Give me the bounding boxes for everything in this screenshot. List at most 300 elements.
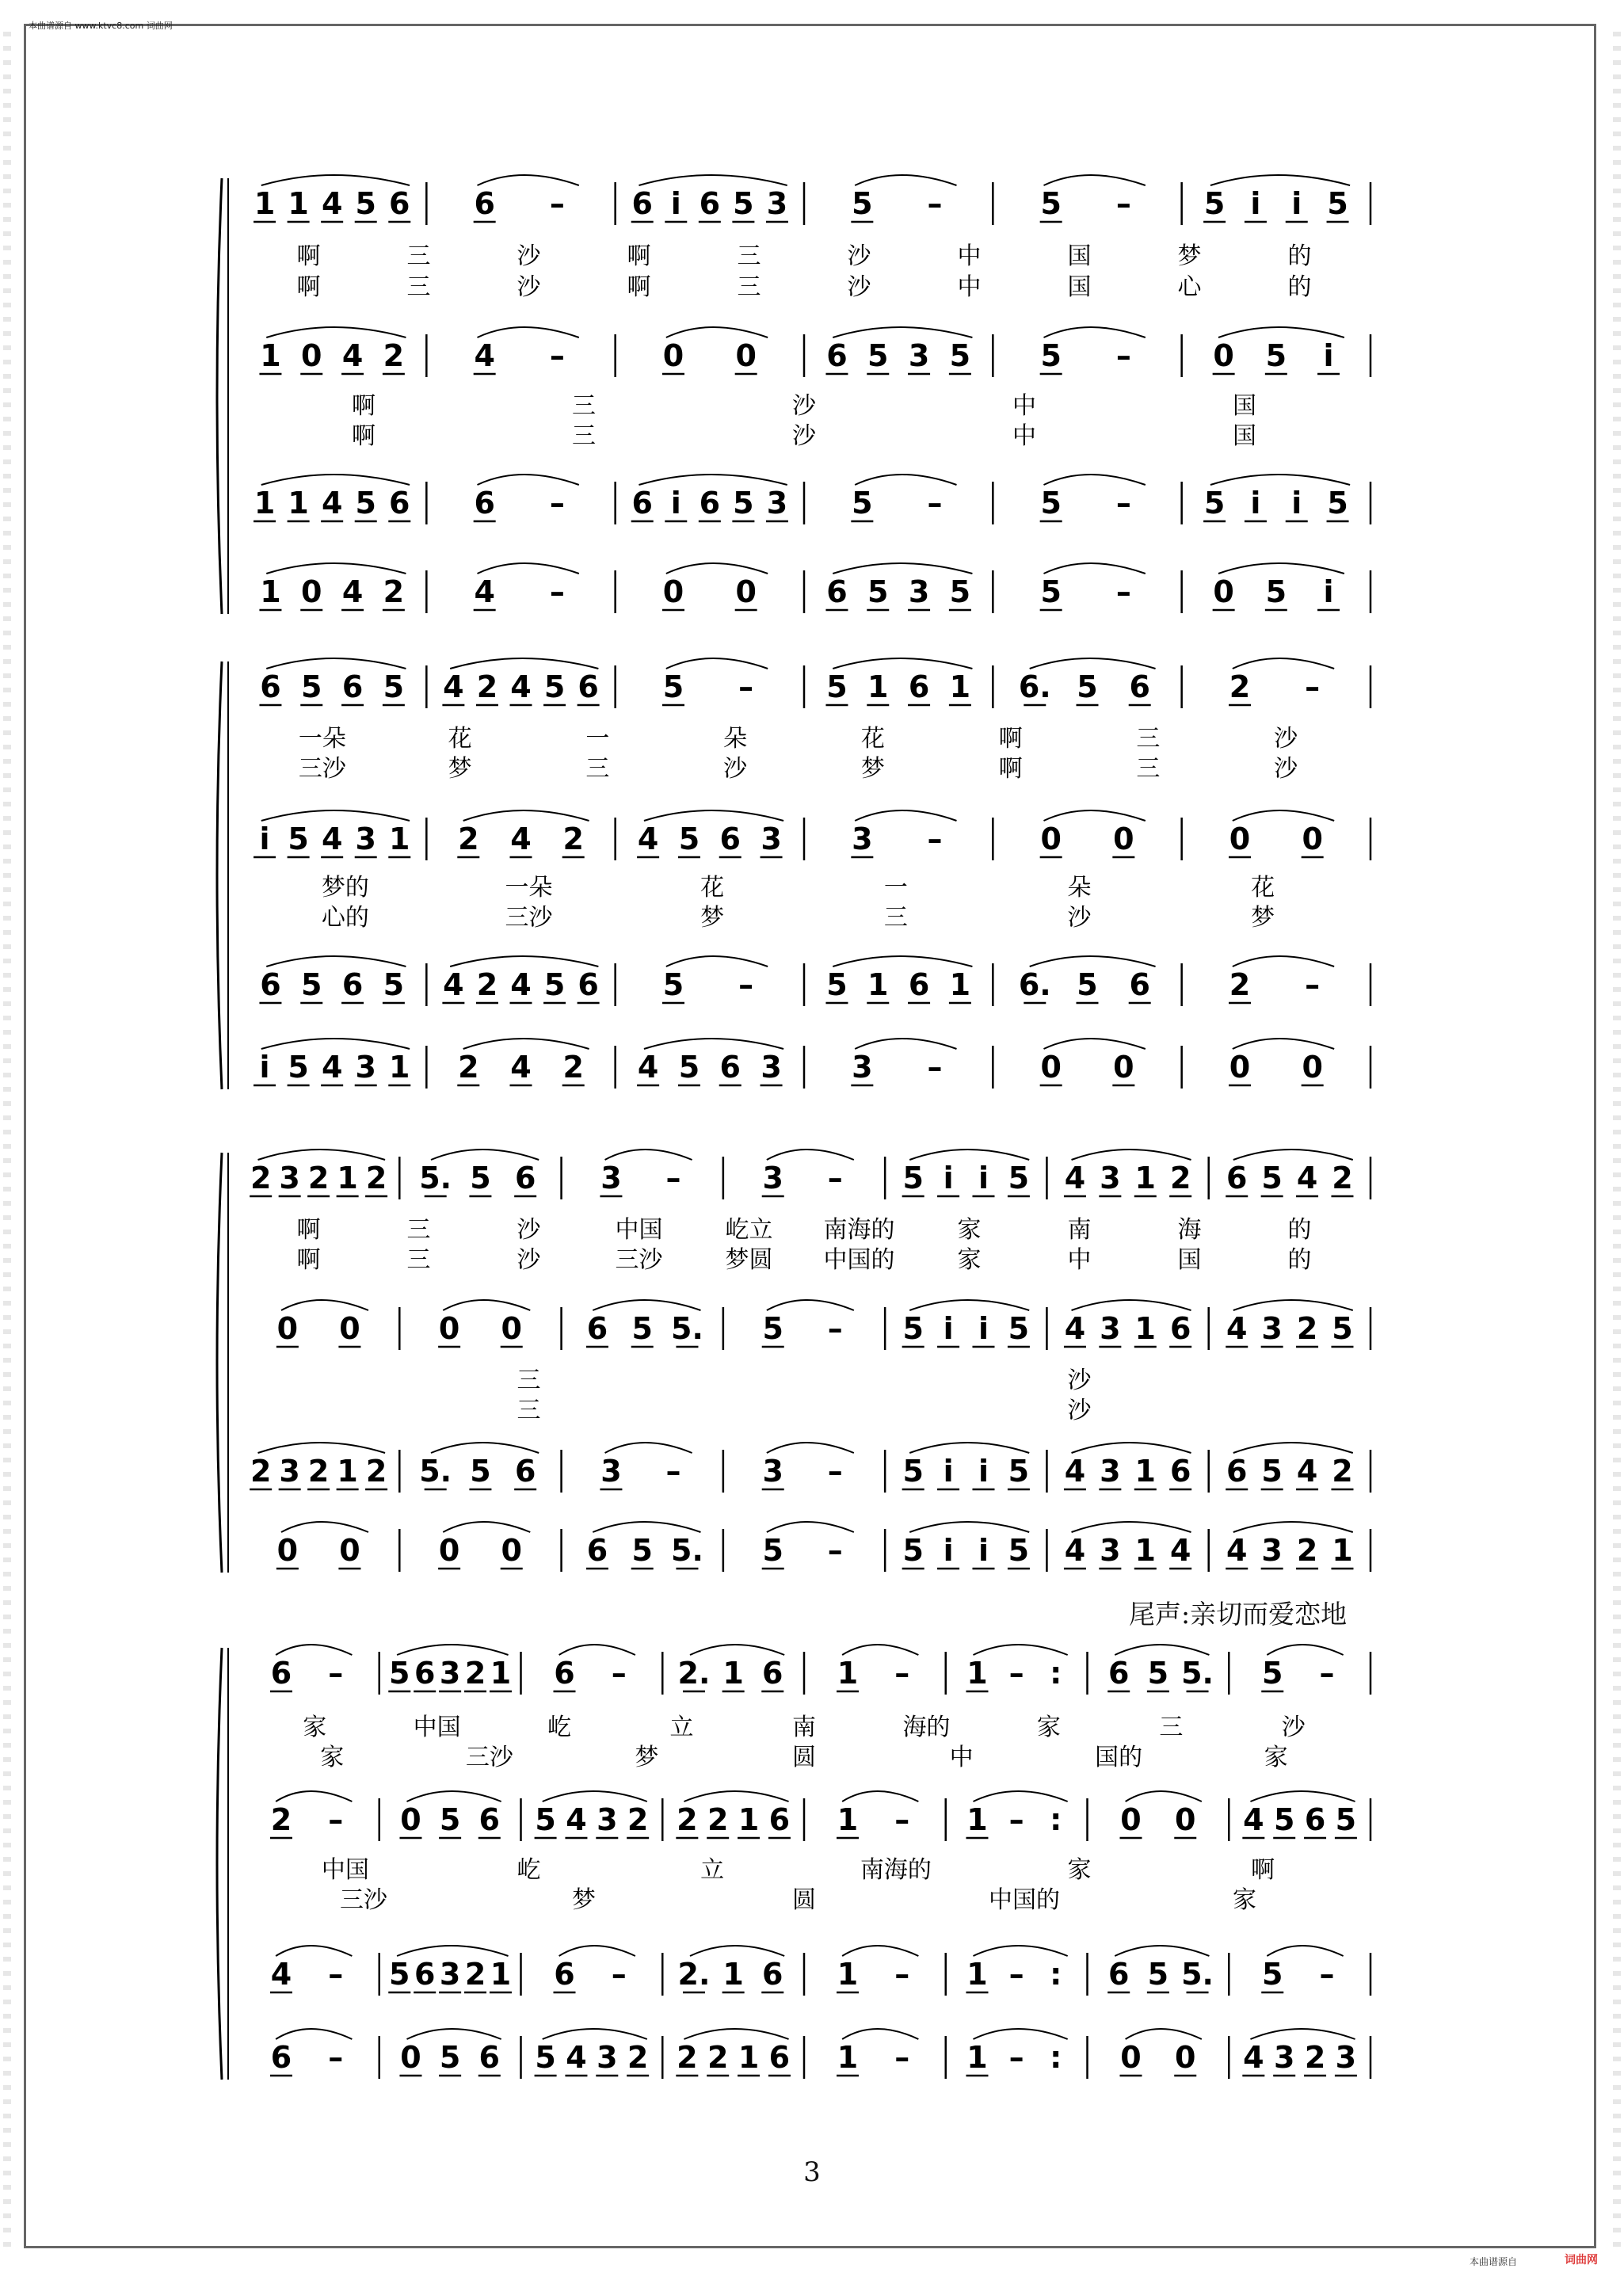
note: 6 bbox=[699, 186, 721, 221]
note: 2 bbox=[1296, 1533, 1318, 1568]
note: 5 bbox=[389, 1957, 410, 1992]
note: 0 bbox=[1113, 822, 1134, 856]
note: 5 bbox=[535, 2040, 556, 2075]
note: 6 bbox=[389, 486, 410, 520]
slur bbox=[855, 810, 956, 821]
slur bbox=[407, 1791, 501, 1802]
slur bbox=[833, 658, 972, 669]
note: 5 bbox=[631, 1311, 653, 1346]
lyric: 梦 bbox=[1177, 242, 1202, 270]
note: – bbox=[1115, 338, 1131, 373]
note: 4 bbox=[321, 1050, 343, 1085]
note: 5 bbox=[1261, 1161, 1283, 1195]
slur bbox=[974, 1946, 1068, 1956]
note: 5 bbox=[439, 1802, 461, 1837]
note: 2 bbox=[476, 669, 498, 704]
slur bbox=[842, 2029, 918, 2039]
note: 1 bbox=[738, 2040, 760, 2075]
note: 3 bbox=[762, 1161, 783, 1195]
note: 5 bbox=[678, 822, 700, 856]
note: 2 bbox=[562, 822, 584, 856]
note: 3 bbox=[1100, 1311, 1121, 1346]
note: 5 bbox=[902, 1454, 924, 1489]
note: – bbox=[328, 1957, 344, 1992]
lyric: 南海的 bbox=[860, 1856, 932, 1884]
slur bbox=[684, 2029, 788, 2039]
slur bbox=[666, 327, 768, 337]
note: 5 bbox=[355, 186, 376, 221]
slur bbox=[1044, 1039, 1146, 1049]
lyric: 啊 bbox=[627, 242, 651, 270]
note: 5 bbox=[301, 967, 322, 1002]
note: 6 bbox=[270, 1656, 292, 1691]
lyric: 三 bbox=[737, 273, 761, 301]
note: 6 bbox=[762, 1656, 783, 1691]
note: – bbox=[894, 2040, 910, 2075]
note: 5 bbox=[1008, 1311, 1030, 1346]
slur bbox=[1044, 475, 1146, 485]
note: 0 bbox=[1120, 2040, 1142, 2075]
note: 6 bbox=[414, 1656, 436, 1691]
note: 5 bbox=[826, 967, 848, 1002]
slur bbox=[258, 1443, 386, 1453]
system-bracket bbox=[217, 1648, 222, 2080]
note: 4 bbox=[1169, 1533, 1191, 1568]
note: : bbox=[1050, 1957, 1062, 1992]
system-4 bbox=[217, 1645, 1370, 2080]
footer-source: 本曲谱源自 bbox=[1470, 2256, 1518, 2267]
slur bbox=[1210, 475, 1350, 485]
slur bbox=[1072, 1300, 1191, 1310]
lyric: 中 bbox=[957, 273, 982, 301]
slur bbox=[478, 175, 579, 185]
note: 0 bbox=[501, 1533, 522, 1568]
slur bbox=[443, 1300, 530, 1310]
note: 5 bbox=[852, 486, 873, 520]
note: 6 bbox=[826, 574, 848, 609]
slur bbox=[833, 563, 972, 574]
note: – bbox=[894, 1656, 910, 1691]
slur bbox=[1233, 956, 1334, 967]
note: – bbox=[1305, 669, 1321, 704]
note: – bbox=[1115, 486, 1131, 520]
note: – bbox=[1319, 1656, 1335, 1691]
slur bbox=[463, 810, 589, 821]
note: i bbox=[943, 1454, 954, 1489]
note: 0 bbox=[438, 1311, 460, 1346]
note: 0 bbox=[1040, 822, 1062, 856]
note: 3 bbox=[1261, 1311, 1283, 1346]
note: 5 bbox=[288, 1050, 309, 1085]
note: 1 bbox=[260, 338, 281, 373]
lyric: 三 bbox=[406, 273, 431, 301]
slur bbox=[666, 563, 768, 574]
slur bbox=[1267, 1645, 1343, 1655]
note: 5 bbox=[301, 669, 322, 704]
note: 6 bbox=[1226, 1454, 1248, 1489]
note: 4 bbox=[270, 1957, 292, 1992]
lyric: 家 bbox=[1264, 1744, 1288, 1771]
note: 3 bbox=[766, 486, 788, 520]
note: 1 bbox=[1134, 1533, 1157, 1568]
slur bbox=[1210, 175, 1350, 185]
note: 4 bbox=[1296, 1161, 1318, 1195]
slur bbox=[909, 1443, 1029, 1453]
note: – bbox=[927, 186, 943, 221]
slur bbox=[1233, 1522, 1353, 1532]
note: 6 bbox=[631, 186, 653, 221]
lyric: 花 bbox=[448, 725, 472, 753]
note: 6. bbox=[1018, 669, 1051, 704]
lyric: 一朵 bbox=[298, 725, 346, 753]
lyric: 花 bbox=[1251, 874, 1275, 902]
note: 1 bbox=[949, 669, 971, 704]
note: 6 bbox=[719, 822, 741, 856]
note: – bbox=[1008, 2040, 1024, 2075]
slur bbox=[855, 175, 956, 185]
lyric: 中国的 bbox=[823, 1246, 895, 1274]
note: i bbox=[978, 1311, 989, 1346]
note: 6 bbox=[260, 669, 281, 704]
note: 4 bbox=[1226, 1533, 1248, 1568]
note: i bbox=[1291, 186, 1302, 221]
note: i bbox=[1250, 486, 1261, 520]
slur bbox=[261, 175, 410, 185]
lyric: 三 bbox=[1136, 755, 1161, 783]
note: 1 bbox=[254, 486, 276, 520]
note: 2 bbox=[458, 1050, 479, 1085]
note: 5 bbox=[439, 2040, 461, 2075]
note: 0 bbox=[276, 1311, 299, 1346]
slur bbox=[281, 1522, 368, 1532]
lyric: 心 bbox=[1177, 273, 1202, 301]
slur bbox=[276, 2029, 352, 2039]
note: 5 bbox=[662, 967, 684, 1002]
lyric: 沙 bbox=[1067, 1397, 1092, 1424]
lyric: 国 bbox=[1067, 273, 1092, 301]
slur bbox=[1233, 658, 1334, 669]
lyric: 沙 bbox=[1281, 1714, 1306, 1741]
lyric: 朵 bbox=[1067, 874, 1092, 902]
lyric: 三 bbox=[572, 422, 596, 450]
note: 6 bbox=[554, 1957, 575, 1992]
lyric: 的 bbox=[1287, 1216, 1312, 1244]
lyric: 沙 bbox=[847, 273, 871, 301]
note: 2 bbox=[1296, 1311, 1318, 1346]
note: 1 bbox=[288, 186, 309, 221]
note: 0 bbox=[301, 338, 322, 373]
lyric: 南 bbox=[792, 1714, 816, 1741]
slur bbox=[974, 2029, 1068, 2039]
lyric: 花 bbox=[700, 874, 725, 902]
note: 6 bbox=[260, 967, 281, 1002]
note: 4 bbox=[510, 967, 532, 1002]
note: 5. bbox=[419, 1161, 452, 1195]
note: 5 bbox=[1040, 186, 1062, 221]
slur bbox=[767, 1522, 854, 1532]
slur bbox=[258, 1150, 386, 1160]
slur bbox=[478, 327, 579, 337]
lyric: 立 bbox=[700, 1856, 725, 1884]
note: 3 bbox=[597, 1802, 618, 1837]
note: 3 bbox=[908, 574, 930, 609]
note: – bbox=[894, 1802, 910, 1837]
note: 6 bbox=[826, 338, 848, 373]
slur bbox=[842, 1645, 918, 1655]
note: 5 bbox=[1265, 574, 1287, 609]
lyric: 的 bbox=[1287, 1246, 1312, 1274]
note: 2 bbox=[464, 1957, 486, 1992]
note: – bbox=[738, 669, 754, 704]
note: 1 bbox=[837, 2040, 859, 2075]
slur bbox=[1233, 810, 1334, 821]
lyric: 国 bbox=[1233, 422, 1256, 450]
note: 5 bbox=[852, 186, 873, 221]
lyric: 沙 bbox=[723, 755, 748, 783]
slur bbox=[261, 810, 410, 821]
note: 0 bbox=[1302, 1050, 1323, 1085]
slur bbox=[463, 1039, 589, 1049]
note: 0 bbox=[735, 574, 757, 609]
slur bbox=[1072, 1443, 1191, 1453]
note: i bbox=[1250, 186, 1261, 221]
note: 6 bbox=[1107, 1656, 1130, 1691]
note: 5 bbox=[470, 1161, 491, 1195]
note: : bbox=[1050, 2040, 1062, 2075]
note: 6 bbox=[578, 967, 599, 1002]
note: – bbox=[328, 1802, 344, 1837]
note: 5. bbox=[671, 1311, 703, 1346]
note: i bbox=[670, 186, 681, 221]
slur bbox=[1250, 2029, 1355, 2039]
note: 2 bbox=[464, 1656, 486, 1691]
system-bracket bbox=[217, 662, 222, 1089]
lyric: 一朵 bbox=[505, 874, 553, 902]
note: 2 bbox=[562, 1050, 584, 1085]
note: 1 bbox=[738, 1802, 760, 1837]
note: 3 bbox=[908, 338, 930, 373]
note: i bbox=[1323, 574, 1334, 609]
lyric: 梦 bbox=[860, 755, 885, 783]
note: 5 bbox=[288, 822, 309, 856]
lyric: 啊 bbox=[296, 1246, 321, 1274]
lyric: 啊 bbox=[296, 1216, 321, 1244]
note: 6 bbox=[762, 1957, 783, 1992]
note: 1 bbox=[490, 1957, 512, 1992]
note: 0 bbox=[1302, 822, 1323, 856]
slur bbox=[833, 327, 972, 337]
note: 1 bbox=[1332, 1533, 1353, 1568]
slur bbox=[639, 175, 787, 185]
note: 4 bbox=[510, 1050, 532, 1085]
note: 5 bbox=[949, 574, 971, 609]
note: 3 bbox=[762, 1454, 783, 1489]
lyric: 梦圆 bbox=[725, 1246, 773, 1274]
lyric: 国的 bbox=[1095, 1744, 1143, 1771]
note: 5 bbox=[1327, 186, 1348, 221]
slur bbox=[1218, 327, 1344, 337]
slur bbox=[909, 1150, 1029, 1160]
slur bbox=[1115, 1946, 1209, 1956]
slur bbox=[281, 1300, 368, 1310]
note: 3 bbox=[852, 822, 873, 856]
slur bbox=[431, 1150, 539, 1160]
note: – bbox=[927, 486, 943, 520]
note: 0 bbox=[1229, 1050, 1251, 1085]
note: 6 bbox=[1169, 1311, 1191, 1346]
note: 0 bbox=[1229, 822, 1251, 856]
note: 2 bbox=[250, 1454, 272, 1489]
note: 5 bbox=[383, 669, 405, 704]
slur bbox=[833, 956, 972, 967]
note: 5 bbox=[1147, 1957, 1169, 1992]
note: 4 bbox=[321, 186, 343, 221]
lyric: 三沙 bbox=[465, 1744, 513, 1771]
lyric: 圆 bbox=[792, 1886, 816, 1914]
note: 2 bbox=[707, 1802, 729, 1837]
note: i bbox=[978, 1533, 989, 1568]
coda-label: 尾声:亲切而爱恋地 bbox=[1129, 1599, 1348, 1630]
lyric: 三 bbox=[1136, 725, 1161, 753]
note: – bbox=[827, 1311, 843, 1346]
note: i bbox=[259, 1050, 270, 1085]
slur bbox=[559, 1645, 635, 1655]
slur bbox=[478, 563, 579, 574]
note: 6 bbox=[719, 1050, 741, 1085]
system-2 bbox=[217, 658, 1370, 1089]
slur bbox=[666, 658, 768, 669]
note: 6 bbox=[478, 2040, 501, 2075]
note: 2 bbox=[458, 822, 479, 856]
slur bbox=[644, 810, 783, 821]
lyric: 三 bbox=[585, 755, 610, 783]
note: 5 bbox=[1008, 1454, 1030, 1489]
note: 5. bbox=[1181, 1957, 1214, 1992]
lyric: 沙 bbox=[1067, 1367, 1092, 1394]
note: – bbox=[827, 1454, 843, 1489]
note: 5 bbox=[1327, 486, 1348, 520]
note: 2 bbox=[383, 338, 405, 373]
note: i bbox=[1291, 486, 1302, 520]
note: 5 bbox=[389, 1656, 410, 1691]
lyric: 家 bbox=[303, 1714, 327, 1741]
lyric: 三 bbox=[517, 1397, 541, 1424]
page-number: 3 bbox=[803, 2156, 821, 2188]
note: – bbox=[611, 1656, 627, 1691]
note: i bbox=[943, 1161, 954, 1195]
note: i bbox=[670, 486, 681, 520]
note: 0 bbox=[400, 2040, 421, 2075]
note: 2 bbox=[307, 1161, 330, 1195]
lyric: 沙 bbox=[792, 422, 816, 450]
lyric: 家 bbox=[1067, 1856, 1092, 1884]
note: – bbox=[1008, 1802, 1024, 1837]
note: 5 bbox=[535, 1802, 556, 1837]
lyric: 中 bbox=[1067, 1246, 1092, 1274]
note: 5 bbox=[355, 486, 376, 520]
slur bbox=[450, 658, 598, 669]
slur bbox=[1044, 810, 1146, 821]
note: 1 bbox=[949, 967, 971, 1002]
note: 2 bbox=[1229, 669, 1251, 704]
note: 2 bbox=[383, 574, 405, 609]
note: 5 bbox=[1040, 574, 1062, 609]
note: : bbox=[1050, 1802, 1062, 1837]
slur bbox=[478, 475, 579, 485]
note: 2 bbox=[707, 2040, 729, 2075]
note: 6 bbox=[1129, 967, 1150, 1002]
lyric: 沙 bbox=[792, 392, 816, 420]
note: 1 bbox=[490, 1656, 512, 1691]
note: 6 bbox=[768, 2040, 791, 2075]
lyric: 梦 bbox=[1251, 904, 1275, 932]
note: 5 bbox=[1332, 1311, 1353, 1346]
note: 1 bbox=[1134, 1454, 1157, 1489]
lyric: 沙 bbox=[517, 242, 541, 270]
note: 0 bbox=[1120, 1802, 1142, 1837]
header-source: 本曲谱源自 www.ktvc8.com 词曲网 bbox=[29, 21, 173, 31]
note: 1 bbox=[837, 1957, 859, 1992]
lyric: 中国的 bbox=[989, 1886, 1060, 1914]
lyric: 国 bbox=[1233, 392, 1256, 420]
slur bbox=[261, 475, 410, 485]
note: 5 bbox=[543, 669, 566, 704]
lyric: 的 bbox=[1287, 273, 1312, 301]
slur bbox=[1218, 563, 1344, 574]
note: 1 bbox=[1134, 1311, 1157, 1346]
note: 6 bbox=[1107, 1957, 1130, 1992]
note: 2. bbox=[677, 1656, 711, 1691]
slur bbox=[443, 1522, 530, 1532]
note: 2 bbox=[1169, 1161, 1191, 1195]
slur bbox=[974, 1791, 1068, 1802]
note: 5 bbox=[762, 1311, 783, 1346]
slur bbox=[1044, 327, 1146, 337]
note: 4 bbox=[474, 574, 495, 609]
note: 6 bbox=[586, 1311, 608, 1346]
note: 5 bbox=[762, 1533, 783, 1568]
note: 1 bbox=[966, 2040, 988, 2075]
lyric: 啊 bbox=[998, 755, 1023, 783]
slur bbox=[276, 1791, 352, 1802]
note: – bbox=[827, 1161, 843, 1195]
note: 0 bbox=[438, 1533, 460, 1568]
lyric: 家 bbox=[320, 1744, 345, 1771]
note: 6 bbox=[270, 2040, 292, 2075]
note: 1 bbox=[966, 1957, 988, 1992]
note: 6 bbox=[554, 1656, 575, 1691]
lyric: 三 bbox=[406, 1246, 431, 1274]
note: 5 bbox=[867, 574, 889, 609]
lyric: 梦 bbox=[635, 1744, 659, 1771]
note: 6 bbox=[578, 669, 599, 704]
note: 4 bbox=[1064, 1533, 1086, 1568]
slur bbox=[593, 1522, 700, 1532]
note: 6 bbox=[514, 1454, 536, 1489]
note: 3 bbox=[1273, 2040, 1295, 2075]
lyric: 的 bbox=[1287, 242, 1312, 270]
note: 5 bbox=[383, 967, 405, 1002]
lyric: 海的 bbox=[902, 1714, 951, 1741]
note: 3 bbox=[766, 186, 788, 221]
note: 4 bbox=[321, 486, 343, 520]
system-1 bbox=[217, 175, 1370, 614]
note: 6 bbox=[341, 967, 364, 1002]
slur bbox=[266, 658, 406, 669]
slur bbox=[842, 1791, 918, 1802]
note: 3 bbox=[761, 1050, 782, 1085]
slur bbox=[266, 563, 406, 574]
